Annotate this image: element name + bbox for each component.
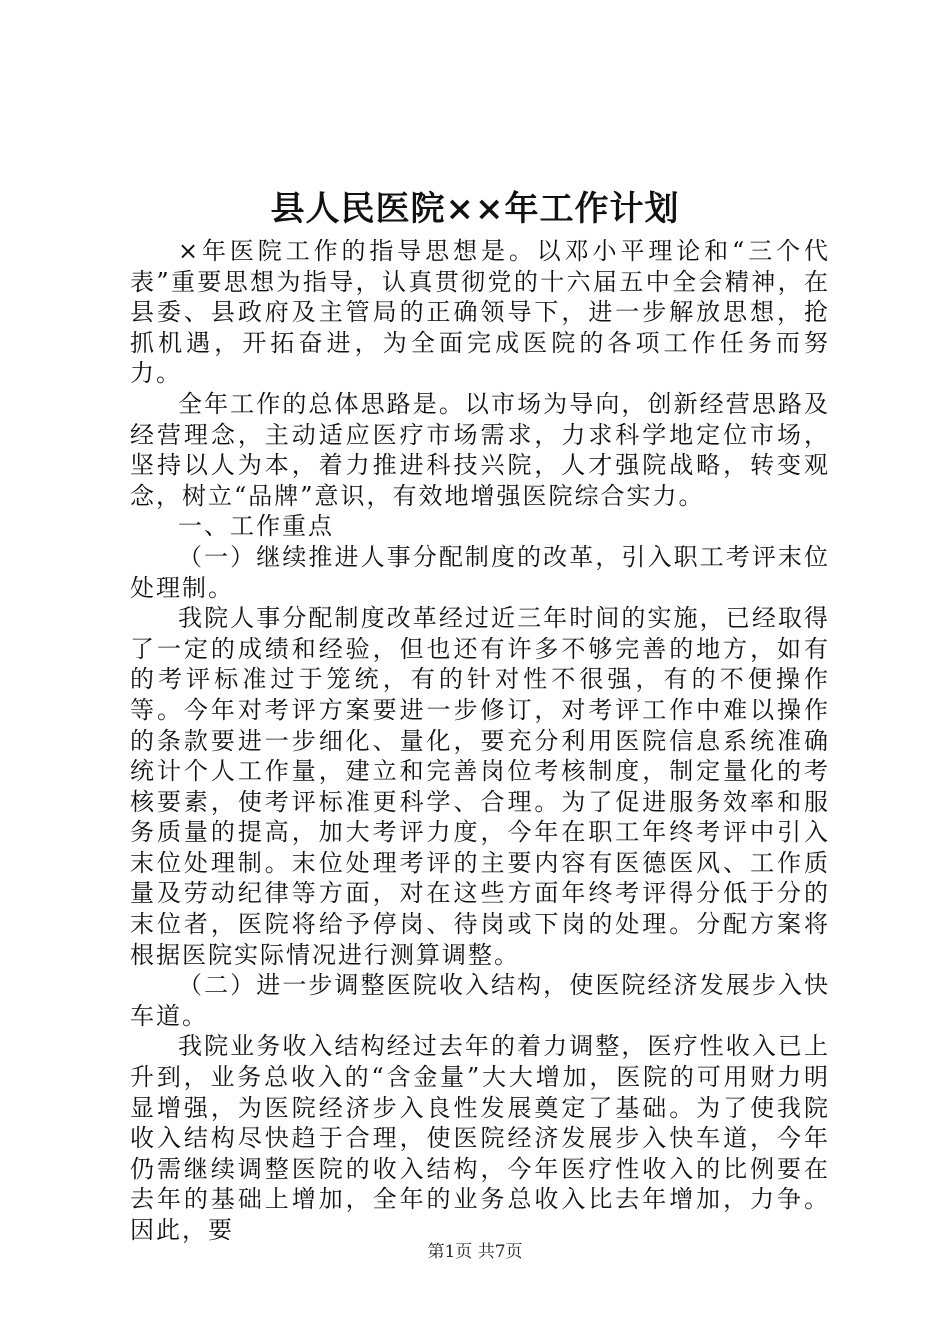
paragraph-income-structure: 我院业务收入结构经过去年的着力调整，医疗性收入已上升到，业务总收入的“含金量”大大增加，医院的可用财力明显增强，为医院经济步入良性发展奠定了基础。为了使我院收入结构尽快趋于合理，使医院经济发展步入快车道，今年仍需继续调整医院的收入结构，今年医疗性收入的比例要在去年的基础上增加，全年的业务总收入比去年增加，力争。因此，要 xyxy=(130,1032,830,1244)
page-number-footer: 第1页 共7页 xyxy=(427,1242,523,1262)
paragraph-personnel-reform: 我院人事分配制度改革经过近三年时间的实施，已经取得了一定的成绩和经验，但也还有许多不够完善的地方，如有的考评标准过于笼统，有的针对性不很强，有的不便操作等。今年对考评方案要进一步修订，对考评工作中难以操作的条款要进一步细化、量化，要充分利用医院信息系统准确统计个人工作量，建立和完善岗位考核制度，制定量化的考核要素，使考评标准更科学、合理。为了促进服务效率和服务质量的提高，加大考评力度，今年在职工年终考评中引入末位处理制。末位处理考评的主要内容有医德医风、工作质量及劳动纪律等方面，对在这些方面年终考评得分低于分的末位者，医院将给予停岗、待岗或下岗的处理。分配方案将根据医院实际情况进行测算调整。 xyxy=(130,604,830,969)
subsection-heading-1: （一）继续推进人事分配制度的改革，引入职工考评末位处理制。 xyxy=(130,542,830,602)
subsection-heading-2: （二）进一步调整医院收入结构，使医院经济发展步入快车道。 xyxy=(130,971,830,1030)
paragraph-overall-approach: 全年工作的总体思路是。以市场为导向，创新经营思路及经营理念，主动适应医疗市场需求，力求科学地定位市场，坚持以人为本，着力推进科技兴院，人才强院战略，转变观念，树立“品牌”意识，有效地增强医院综合实力。 xyxy=(130,389,830,510)
document-title: 县人民医院××年工作计划 xyxy=(270,189,680,229)
paragraph-guiding-thought: ×年医院工作的指导思想是。以邓小平理论和“三个代表”重要思想为指导，认真贯彻党的十六届五中全会精神，在县委、县政府及主管局的正确领导下，进一步解放思想，抢抓机遇，开拓奋进，为全面完成医院的各项工作任务而努力。 xyxy=(130,237,830,388)
section-heading-work-focus: 一、工作重点 xyxy=(178,512,334,541)
document-body xyxy=(130,236,830,1246)
